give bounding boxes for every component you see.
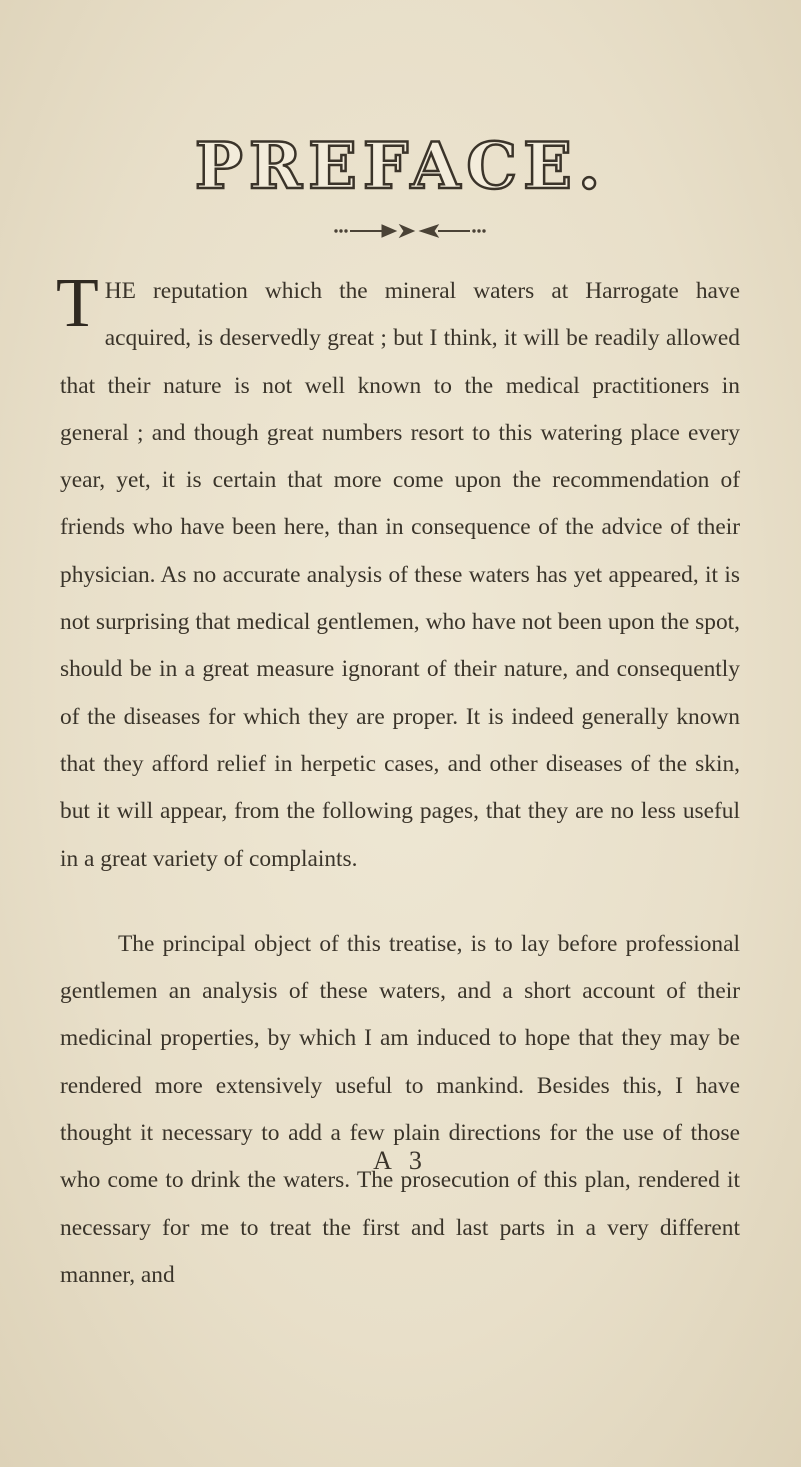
ornament-divider bbox=[330, 222, 490, 240]
paragraph-2 bbox=[60, 921, 740, 1299]
ornament-dot bbox=[345, 230, 347, 232]
page-title: PREFACE. bbox=[194, 129, 607, 204]
ornament-dot bbox=[473, 230, 475, 232]
preface-body bbox=[56, 265, 740, 1299]
ornament-dot bbox=[340, 230, 342, 232]
ornament-dot bbox=[335, 230, 337, 232]
paragraph-1-text: HE reputation which the mineral waters at Harrogate have acquired, is deservedly great ; but I think, it will be readily allowed that their nature is not well known to the medical practitioners in general ; and though great numbers resort to this watering place every year, yet, it is certain that more come upon the recommendation of friends who have been here, than in consequence of the advice of their physician. As no accurate analysis of these waters has yet appeared, it is not surprising that medical gentlemen, who have not been upon the spot, should be in a great measure ignorant of their nature, and consequently of the diseases for which they are proper. It is indeed generally known that they afford relief in herpetic cases, and other diseases of the skin, but it will appear, from the following pages, that they are no less useful in a great variety of complaints. bbox=[60, 278, 740, 872]
paragraph-2-text: The principal object of this treatise, is to lay before professional gentlemen an analysis of these waters, and a short account of their medicinal properties, by which I am induced to hope that they may be rendered more extensively useful to mankind. Besides this, I have thought it necessary to add a few plain directions for the use of those who come to drink the waters. The prosecution of this plan, rendered it necessary for me to treat the first and last parts in a very different manner, and bbox=[60, 930, 740, 1288]
ornament-dot bbox=[483, 230, 485, 232]
signature-mark: A 3 bbox=[373, 1146, 428, 1175]
paragraph-1 bbox=[56, 265, 740, 883]
drop-cap: T bbox=[56, 265, 99, 342]
ornament-arrow bbox=[400, 225, 414, 237]
ornament-dot bbox=[478, 230, 480, 232]
ornament-arrow bbox=[420, 225, 438, 237]
ornament-arrow bbox=[382, 225, 396, 237]
